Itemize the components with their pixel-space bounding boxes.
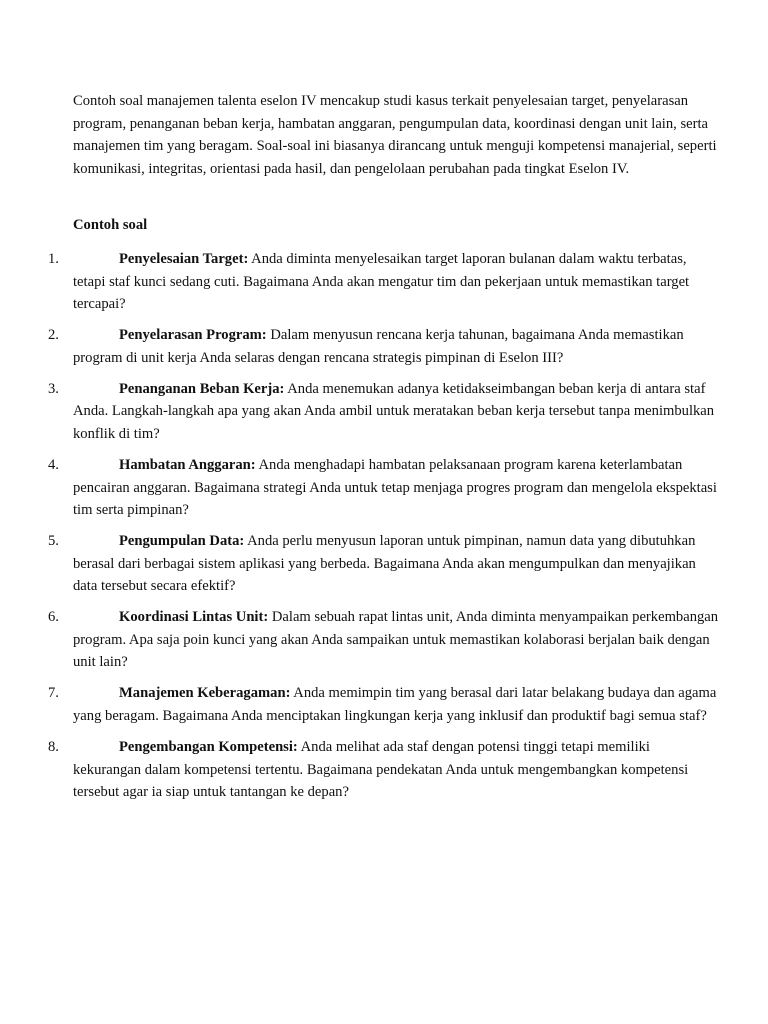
item-term: Penyelesaian Target: [119, 251, 249, 267]
item-description: Anda menemukan adanya ketidakseimbangan beban kerja di antara staf Anda. Langkah-langkah apa yang akan Anda ambil untuk meratakan beban kerja tersebut tanpa menimbulkan konflik di tim? [73, 380, 715, 442]
item-text [73, 606, 721, 674]
intro-paragraph: Contoh soal manajemen talenta eselon IV mencakup studi kasus terkait penyelesaian target, penyelarasan program, penanganan beban kerja, hambatan anggaran, pengumpulan data, koordinasi dengan unit lain, serta manajemen tim yang beragam. Soal-soal ini biasanya dirancang untuk menguji kompetensi manajerial, seperti komunikasi, integritas, orientasi pada hasil, dan pengelolaan perubahan pada tingkat Eselon IV. [73, 93, 717, 177]
list-item [0, 682, 721, 727]
item-number: 7. [48, 685, 59, 702]
item-description: Anda melihat ada staf dengan potensi tinggi tetapi memiliki kekurangan dalam kompetensi tertentu. Bagaimana pendekatan Anda untuk mengembangkan kompetensi tersebut agar ia siap untuk tantangan ke depan? [73, 739, 689, 801]
item-text [73, 736, 721, 804]
item-description: Dalam sebuah rapat lintas unit, Anda diminta menyampaikan perkembangan program. Apa saja poin kunci yang akan Anda sampaikan untuk memastikan kolaborasi berjalan baik dengan unit lain? [73, 609, 719, 671]
item-term: Manajemen Keberagaman: [119, 685, 291, 702]
list-item [0, 736, 721, 804]
item-description: Anda menghadapi hambatan pelaksanaan program karena keterlambatan pencairan anggaran. Bagaimana strategi Anda untuk tetap menjaga progres program dan mengelola ekspektasi tim serta pimpinan? [73, 456, 717, 519]
item-text [73, 682, 721, 727]
item-text [73, 324, 721, 369]
item-number: 4. [48, 456, 59, 473]
item-term: Pengembangan Kompetensi: [119, 739, 298, 756]
item-text [73, 530, 721, 598]
question-list [0, 248, 768, 812]
item-term: Hambatan Anggaran: [119, 456, 256, 473]
item-text [73, 248, 721, 316]
item-description: Anda perlu menyusun laporan untuk pimpinan, namun data yang dibutuhkan berasal dari berbagai sistem aplikasi yang berbeda. Bagaimana Anda akan mengumpulkan dan menyajikan data tersebut secara efektif? [73, 533, 696, 595]
item-description: Anda memimpin tim yang berasal dari latar belakang budaya dan agama yang beragam. Bagaimana Anda menciptakan lingkungan kerja yang inklusif dan produktif bagi semua staf? [73, 685, 717, 725]
list-item [0, 324, 721, 369]
item-description: Dalam menyusun rencana kerja tahunan, bagaimana Anda memastikan program di unit kerja Anda selaras dengan rencana strategis pimpinan di Eselon III? [73, 327, 684, 366]
item-term: Penanganan Beban Kerja: [119, 380, 285, 397]
item-term: Pengumpulan Data: [119, 533, 245, 550]
list-item [0, 454, 721, 522]
item-term: Koordinasi Lintas Unit: [119, 609, 269, 626]
item-text [73, 454, 721, 522]
list-item [0, 378, 721, 446]
list-item [0, 606, 721, 674]
item-description: Anda diminta menyelesaikan target laporan bulanan dalam waktu terbatas, tetapi staf kunci sedang cuti. Bagaimana Anda akan mengatur tim dan pekerjaan untuk memastikan target tercapai? [73, 251, 690, 313]
list-item [0, 248, 721, 316]
section-heading: Contoh soal [73, 217, 148, 233]
item-term: Penyelarasan Program: [119, 327, 267, 344]
item-number: 1. [48, 251, 59, 267]
item-number: 3. [48, 380, 59, 397]
list-item [0, 530, 721, 598]
item-number: 5. [48, 533, 59, 550]
item-text [73, 378, 721, 446]
item-number: 8. [48, 739, 59, 756]
item-number: 6. [48, 609, 59, 626]
item-number: 2. [48, 327, 59, 344]
